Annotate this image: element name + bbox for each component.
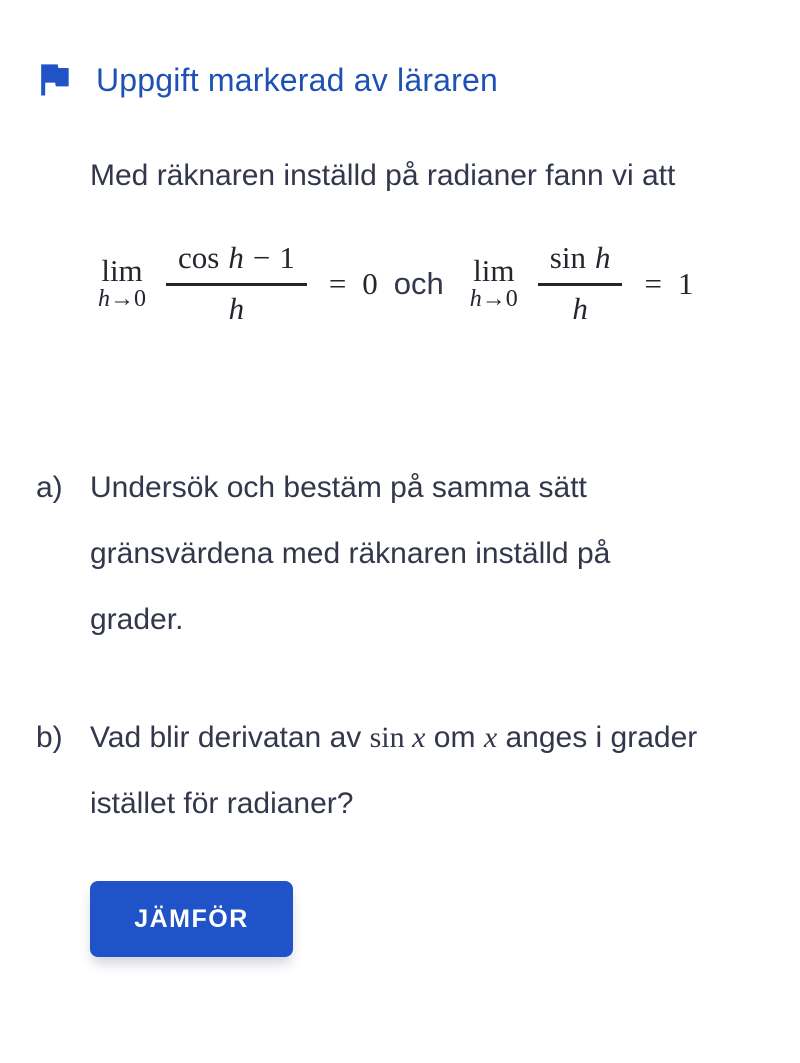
marked-task-title: Uppgift markerad av läraren: [96, 61, 499, 98]
equals-sign: =: [644, 265, 662, 301]
equals-sign: =: [328, 265, 347, 301]
lim-subscript: h →0: [469, 286, 518, 313]
fraction-denominator: h: [538, 283, 623, 327]
fraction-denominator: h: [166, 283, 307, 327]
fraction-numerator: cos h − 1: [178, 240, 295, 275]
limit-value-right: 1: [677, 265, 694, 301]
lim-subscript: h →0: [98, 286, 146, 313]
flag-icon: [32, 56, 76, 102]
fraction-cos: [166, 240, 307, 327]
fraction-numerator: sin h: [549, 240, 611, 275]
limit-formula: [98, 240, 800, 327]
fraction-sin: [538, 240, 623, 327]
conjunction-och: och: [393, 265, 444, 301]
task-text-b: Vad blir derivatan av sin x om x anges i grader istället för radianer?: [90, 721, 698, 820]
lim-word: lim: [101, 252, 143, 288]
limit-operator-right: [469, 252, 518, 313]
task-label-b: b): [36, 721, 63, 754]
limit-value-left: 0: [362, 265, 378, 301]
task-text-a: Undersök och bestäm på samma sätt gränsvärdena med räknaren inställd på grader.: [90, 471, 611, 636]
lim-word: lim: [473, 252, 515, 288]
task-list: [0, 455, 800, 837]
marked-task-header: [32, 58, 800, 102]
task-row-a: [36, 455, 800, 653]
task-row-b: [36, 705, 800, 837]
limit-operator-left: [98, 252, 146, 313]
task-label-a: a): [36, 471, 63, 504]
intro-text: Med räknaren inställd på radianer fann vi att: [90, 159, 676, 192]
compare-button[interactable]: JÄMFÖR: [90, 881, 293, 957]
